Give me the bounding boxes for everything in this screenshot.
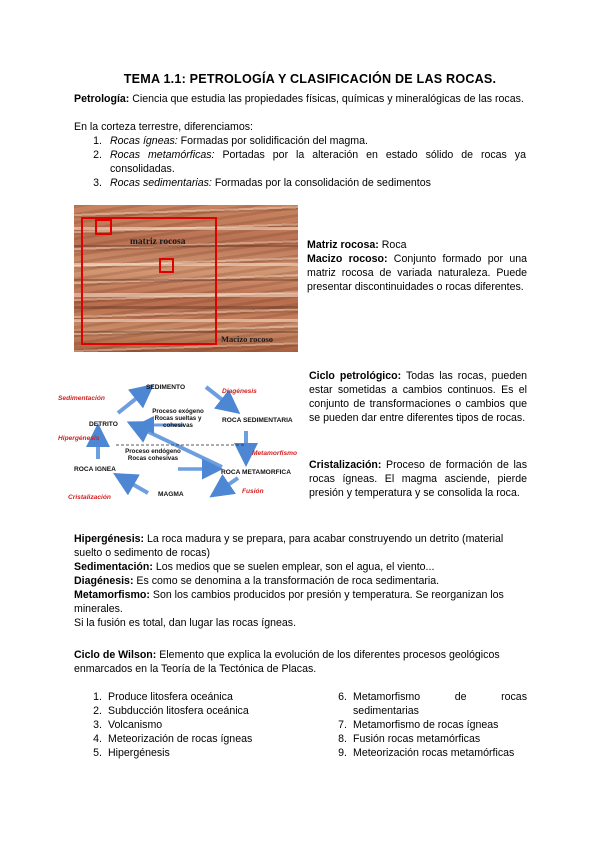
label-proceso-exogeno: Proceso exógeno Rocas sueltas y cohesivas xyxy=(152,408,204,429)
node-roca-sedimentaria: ROCA SEDIMENTARIA xyxy=(222,417,293,424)
page-title: TEMA 1.1: PETROLOGÍA Y CLASIFICACIÓN DE LAS ROCAS. xyxy=(123,72,497,86)
ciclo-paragraph: Ciclo petrológico: Todas las rocas, pueden estar sometidas a cambios continuos. Es el conjunto de transformaciones o cambios que se pueden dar entre diferentes tipos de rocas. xyxy=(309,370,528,424)
petrologia-intro: En la corteza terrestre, diferenciamos: xyxy=(74,121,253,133)
node-magma: MAGMA xyxy=(158,491,184,498)
list-item: 9. Meteorización rocas metamórficas xyxy=(338,747,515,759)
node-sedimento: SEDIMENTO xyxy=(146,384,186,391)
arrow-cristalizacion xyxy=(120,477,148,493)
petrologia-term: Petrología: xyxy=(74,93,130,105)
list-item: 7. Metamorfismo de rocas ígneas xyxy=(338,719,499,731)
arrow-fusion xyxy=(216,478,238,493)
wilson-list-left xyxy=(88,690,298,760)
matriz-line: Matriz rocosa: Roca xyxy=(307,239,407,251)
def-diagenesis: Diagénesis: Es como se denomina a la transformación de roca sedimentaria. xyxy=(74,575,440,587)
macizo-line: Macizo rocoso: Conjunto formado por una matriz rocosa de variada naturaleza. Puede presentar discontinuidades o rocas diferentes. xyxy=(307,253,527,293)
rock-types-list xyxy=(88,134,526,190)
list-item: 5. Hipergénesis xyxy=(93,747,170,759)
matriz-box xyxy=(159,258,174,273)
list-item: 1. Rocas ígneas: Formadas por solidificación del magma. xyxy=(93,135,368,147)
node-roca-metamorfica: ROCA METAMORFICA xyxy=(221,469,291,476)
def-fusion: Si la fusión es total, dan lugar las rocas ígneas. xyxy=(74,617,297,629)
def-hipergenesis: Hipergénesis: La roca madura y se prepara, para acabar construyendo un detrito (material suelto o sedimento de rocas) xyxy=(74,533,504,559)
list-item: 2. Rocas metamórficas: Portadas por la alteración en estado sólido de rocas ya consolidadas. xyxy=(93,149,526,175)
list-item: 3. Volcanismo xyxy=(93,719,163,731)
node-roca-ignea: ROCA IGNEA xyxy=(74,466,116,473)
list-item: 6. Metamorfismo de rocas sedimentarias xyxy=(338,691,527,717)
matriz-box-small xyxy=(95,219,112,235)
matriz-rocosa-label: matriz rocosa xyxy=(130,237,186,247)
label-hipergenesis: Hipergénesis xyxy=(58,435,100,442)
def-sedimentacion: Sedimentación: Los medios que se suelen emplear, son el agua, el viento... xyxy=(74,561,435,573)
label-cristalizacion: Cristalización xyxy=(68,494,111,501)
petrologia-def: Ciencia que estudia las propiedades físicas, químicas y mineralógicas de las rocas. xyxy=(129,93,524,105)
list-item: 3. Rocas sedimentarias: Formadas por la consolidación de sedimentos xyxy=(93,177,431,189)
list-item: 2. Subducción litosfera oceánica xyxy=(93,705,249,717)
label-fusion: Fusión xyxy=(242,488,264,495)
macizo-rocoso-label: Macizo rocoso xyxy=(221,334,274,344)
node-detrito: DETRITO xyxy=(89,421,118,428)
matriz-definitions xyxy=(307,238,527,294)
cristalizacion-paragraph: Cristalización: Proceso de formación de las rocas ígneas. El magma asciende, pierde presión y temperatura y se consolida la roca. xyxy=(309,459,527,499)
rock-mass-photo xyxy=(74,205,298,352)
definitions-block xyxy=(74,532,529,630)
label-proceso-endogeno: Proceso endógeno Rocas cohesivas xyxy=(125,448,181,462)
wilson-list-right xyxy=(333,690,527,760)
label-metamorfismo: Metamorfismo xyxy=(252,450,298,457)
rock-cycle-diagram xyxy=(56,375,308,503)
list-item: 1. Produce litosfera oceánica xyxy=(93,691,233,703)
arrow-sedimentacion xyxy=(118,389,148,413)
list-item: 4. Meteorización de rocas ígneas xyxy=(93,733,253,745)
petrologia-paragraph xyxy=(74,92,526,106)
label-sedimentacion: Sedimentación xyxy=(58,395,105,402)
def-metamorfismo: Metamorfismo: Son los cambios producidos por presión y temperatura. Se reorganizan los minerales. xyxy=(74,589,504,615)
wilson-paragraph: Ciclo de Wilson: Elemento que explica la evolución de los diferentes procesos geológicos enmarcados en la Teoría de la Tectónica de Placas. xyxy=(74,649,500,675)
list-item: 8. Fusión rocas metamórficas xyxy=(338,733,481,745)
label-diagenesis: Diagénesis xyxy=(222,388,257,395)
